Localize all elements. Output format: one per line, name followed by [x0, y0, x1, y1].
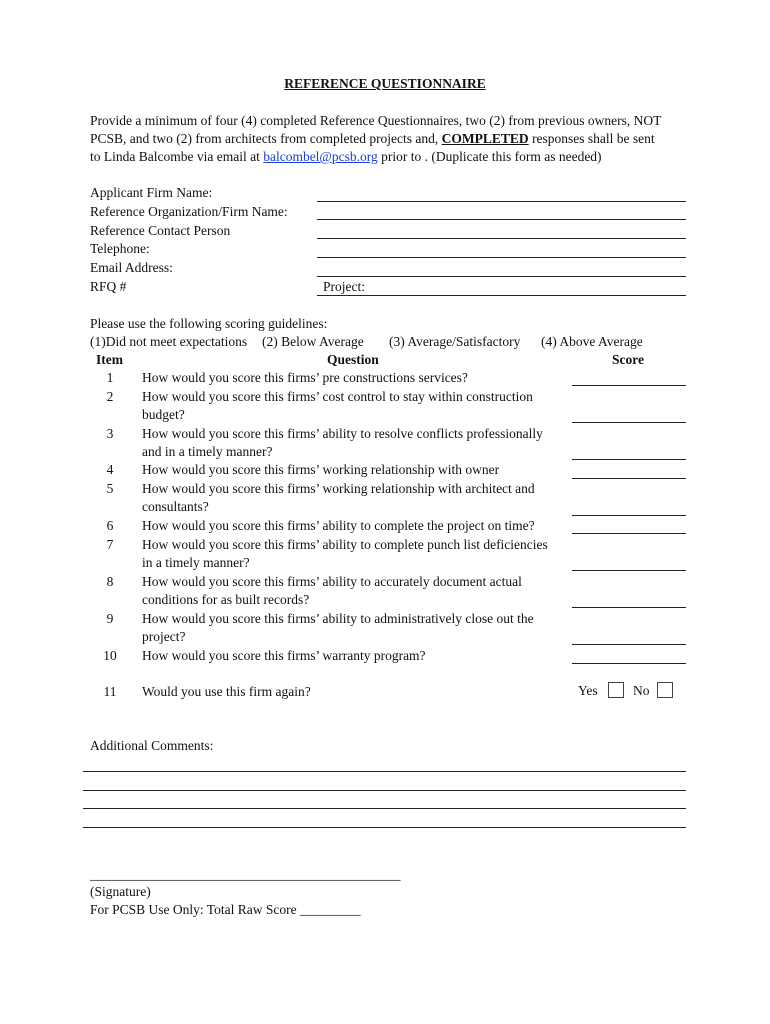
question-text: Would you use this firm again? [142, 684, 311, 699]
intro-line-3-start: to Linda Balcombe via email at [90, 149, 264, 164]
intro-line-2 [90, 130, 655, 148]
telephone-label: Telephone: [90, 241, 150, 256]
score-field-2[interactable] [572, 422, 686, 423]
score-header: Score [612, 352, 644, 367]
comments-label: Additional Comments: [90, 738, 214, 753]
email-label: Email Address: [90, 260, 173, 275]
pcsb-score-line: For PCSB Use Only: Total Raw Score _________ [90, 902, 361, 917]
question-text-cont: and in a timely manner? [142, 444, 273, 459]
comments-line-4[interactable] [83, 827, 686, 828]
guidelines-heading: Please use the following scoring guidelines: [90, 316, 328, 331]
question-number: 3 [106, 426, 114, 441]
score-field-1[interactable] [572, 385, 686, 386]
question-text: How would you score this firms’ cost control to stay within construction [142, 389, 533, 404]
score-field-10[interactable] [572, 663, 686, 664]
question-text: How would you score this firms’ pre constructions services? [142, 370, 468, 385]
question-header: Question [327, 352, 379, 367]
question-text: How would you score this firms’ ability to complete punch list deficiencies [142, 537, 548, 552]
score-field-6[interactable] [572, 533, 686, 534]
question-text: How would you score this firms’ working relationship with owner [142, 462, 500, 477]
question-number: 7 [106, 537, 114, 552]
intro-line-1: Provide a minimum of four (4) completed Reference Questionnaires, two (2) from previous owners, NOT [90, 113, 662, 128]
guideline-2: (2) Below Average [262, 334, 364, 349]
question-text: How would you score this firms’ ability to accurately document actual [142, 574, 522, 589]
question-text-cont: consultants? [142, 499, 209, 514]
guideline-3: (3) Average/Satisfactory [389, 334, 521, 349]
rfq-project-field[interactable] [317, 295, 686, 296]
yes-checkbox[interactable] [608, 682, 624, 698]
score-field-7[interactable] [572, 570, 686, 571]
signature-label: (Signature) [90, 884, 151, 899]
guideline-1: (1)Did not meet expectations [90, 334, 248, 349]
intro-line-2-start: PCSB, and two (2) from architects from completed projects and, [90, 131, 442, 146]
no-label: No [633, 683, 650, 698]
rfq-label: RFQ # [90, 279, 127, 294]
intro-line-2-end: responses shall be sent [528, 131, 655, 146]
guideline-4: (4) Above Average [541, 334, 643, 349]
score-field-4[interactable] [572, 478, 686, 479]
question-text: How would you score this firms’ warranty program? [142, 648, 426, 663]
question-number: 10 [103, 648, 117, 663]
comments-line-1[interactable] [83, 771, 686, 772]
question-text: How would you score this firms’ working relationship with architect and [142, 481, 535, 496]
question-text-cont: project? [142, 629, 186, 644]
organization-field[interactable] [317, 219, 686, 220]
question-number: 2 [106, 389, 114, 404]
applicant-field[interactable] [317, 201, 686, 202]
question-text-cont: budget? [142, 407, 185, 422]
email-link[interactable]: balcombel@pcsb.org [263, 149, 378, 164]
question-text-cont: conditions for as built records? [142, 592, 310, 607]
comments-line-2[interactable] [83, 790, 686, 791]
question-number: 5 [106, 481, 114, 496]
question-number: 1 [106, 370, 114, 385]
question-number: 8 [106, 574, 114, 589]
question-text-cont: in a timely manner? [142, 555, 250, 570]
intro-line-3 [90, 148, 602, 166]
question-number: 9 [106, 611, 114, 626]
yes-label: Yes [578, 683, 598, 698]
score-field-9[interactable] [572, 644, 686, 645]
contact-label: Reference Contact Person [90, 223, 231, 238]
organization-label: Reference Organization/Firm Name: [90, 204, 288, 219]
no-checkbox[interactable] [657, 682, 673, 698]
score-field-5[interactable] [572, 515, 686, 516]
applicant-label: Applicant Firm Name: [90, 185, 213, 200]
signature-line[interactable]: ______________________________________________ [90, 867, 401, 882]
telephone-field[interactable] [317, 257, 686, 258]
score-field-3[interactable] [572, 459, 686, 460]
completed-emphasis: COMPLETED [441, 131, 529, 146]
question-text: How would you score this firms’ ability to complete the project on time? [142, 518, 535, 533]
question-text: How would you score this firms’ ability to administratively close out the [142, 611, 534, 626]
question-number: 6 [106, 518, 114, 533]
question-number: 11 [103, 684, 117, 699]
score-field-8[interactable] [572, 607, 686, 608]
contact-field[interactable] [317, 238, 686, 239]
comments-line-3[interactable] [83, 808, 686, 809]
page-title: REFERENCE QUESTIONNAIRE [284, 76, 486, 91]
item-header: Item [96, 352, 123, 367]
intro-line-3-end: prior to . (Duplicate this form as needed) [377, 149, 602, 164]
project-label: Project: [323, 279, 365, 294]
question-number: 4 [106, 462, 114, 477]
email-field[interactable] [317, 276, 686, 277]
question-text: How would you score this firms’ ability to resolve conflicts professionally [142, 426, 543, 441]
